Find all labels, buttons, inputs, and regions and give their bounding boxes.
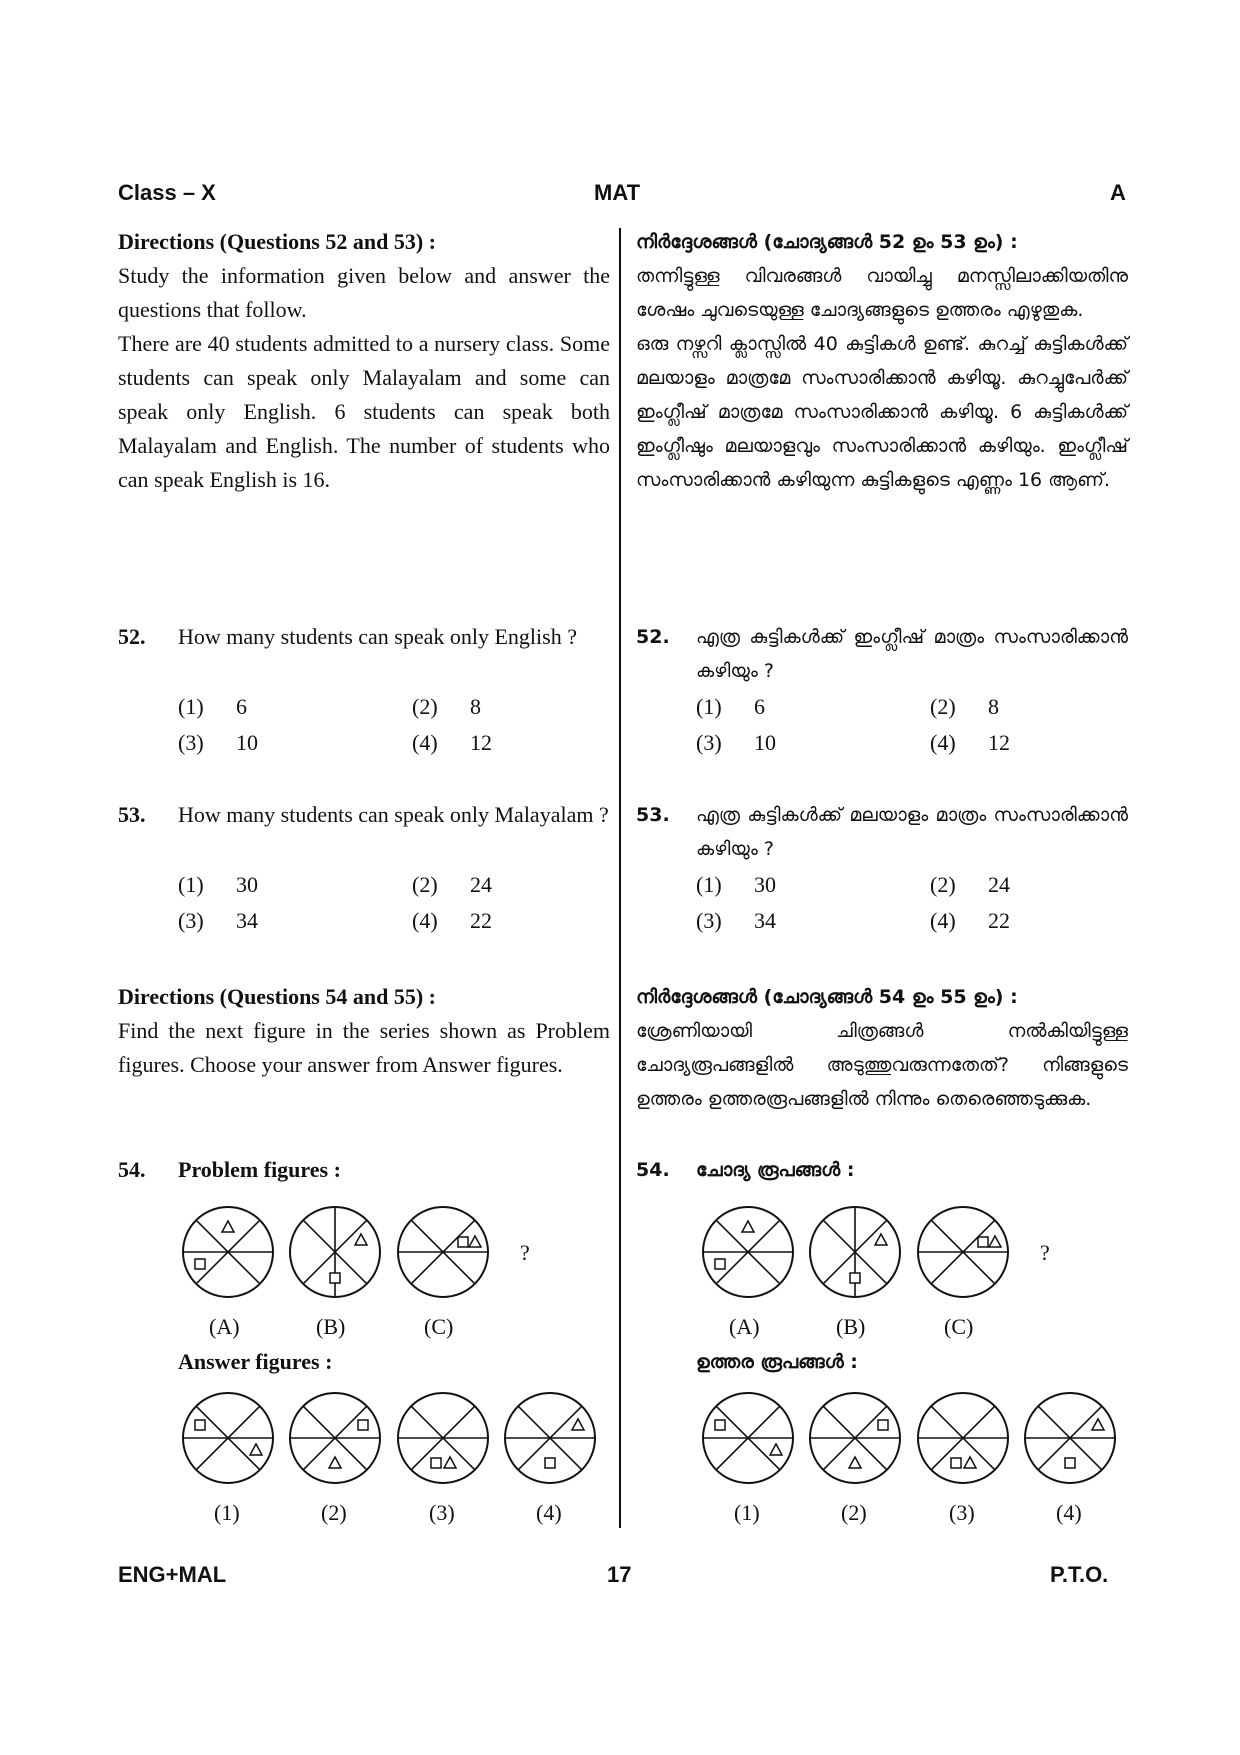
triangle-symbol: [875, 1234, 887, 1245]
square-symbol: [431, 1458, 441, 1468]
option-2[interactable]: (2) 8: [930, 694, 999, 719]
question-number: 53.: [636, 804, 670, 826]
option-4[interactable]: (4) 22: [930, 908, 1010, 933]
directions-title-54-55-ml: നിർദ്ദേശങ്ങൾ (ചോദ്യങ്ങൾ 54 ഉം 55 ഉം) :: [636, 986, 1018, 1008]
directions-title-52-53-ml: നിർദ്ദേശങ്ങൾ (ചോദ്യങ്ങൾ 52 ഉം 53 ഉം) :: [636, 231, 1018, 253]
answer-figures-label: Answer figures :: [178, 1349, 333, 1374]
question-number: 54.: [636, 1159, 670, 1181]
malayalam-problem-figure-0: [699, 1203, 797, 1301]
triangle-symbol: [222, 1221, 234, 1232]
question-number: 53.: [118, 802, 146, 827]
triangle-symbol: [964, 1457, 976, 1468]
malayalam-problem-figure-2: [914, 1203, 1012, 1301]
problem-figures-label: ചോദ്യ രൂപങ്ങൾ :: [696, 1159, 855, 1181]
malayalam-problem-figure-label: (B): [836, 1314, 866, 1339]
triangle-symbol: [1092, 1419, 1104, 1430]
triangle-symbol: [770, 1444, 782, 1455]
triangle-symbol: [989, 1236, 1001, 1247]
square-symbol: [358, 1420, 368, 1430]
square-symbol: [195, 1259, 205, 1269]
malayalam-problem-figure-label: (C): [944, 1314, 974, 1339]
square-symbol: [850, 1273, 860, 1283]
option-3[interactable]: (3) 10: [178, 730, 258, 755]
square-symbol: [195, 1420, 205, 1430]
triangle-symbol: [329, 1457, 341, 1468]
english-answer-figure-label: (3): [429, 1500, 455, 1525]
triangle-symbol: [444, 1457, 456, 1468]
malayalam-answer-figure-label: (2): [841, 1500, 867, 1525]
malayalam-answer-figure-label: (3): [949, 1500, 975, 1525]
square-symbol: [951, 1458, 961, 1468]
question-text: How many students can speak only Malayalam ?: [178, 802, 609, 827]
option-1[interactable]: (1) 30: [696, 872, 776, 897]
triangle-symbol: [849, 1457, 861, 1468]
option-2[interactable]: (2) 24: [412, 872, 492, 897]
directions-text-54-55: Find the next figure in the series shown as Problem figures. Choose your answer from Answer figures.: [118, 1018, 610, 1077]
directions-info-52-53-ml: ഒരു നഴ്സറി ക്ലാസ്സിൽ 40 കുട്ടികൾ ഉണ്ട്. കുറച്ച് കുട്ടികൾക്ക് മലയാളം മാത്രമേ സംസാരിക്കാൻ കഴിയൂ. കുറച്ചുപേർക്ക് ഇംഗ്ലീഷ് മാത്രമേ സംസാരിക്കാൻ കഴിയൂ. 6 കുട്ടികൾക്ക് ഇംഗ്ലീഷും മലയാളവും സംസാരിക്കാൻ കഴിയും. ഇംഗ്ലീഷ് സംസാരിക്കാൻ കഴിയുന്ന കുട്ടികളുടെ എണ്ണം 16 ആണ്.: [636, 333, 1128, 491]
malayalam-answer-figure-2: [914, 1389, 1012, 1487]
english-problem-figure-label: (B): [316, 1314, 346, 1339]
triangle-symbol: [469, 1236, 481, 1247]
english-answer-figure-label: (2): [321, 1500, 347, 1525]
option-2[interactable]: (2) 8: [412, 694, 481, 719]
directions-text-52-53-ml: തന്നിട്ടുള്ള വിവരങ്ങൾ വായിച്ചു മനസ്സിലാക്കിയതിനു ശേഷം ചുവടെയുള്ള ചോദ്യങ്ങളുടെ ഉത്തരം എഴുതുക.: [636, 265, 1128, 321]
english-answer-figure-3: [501, 1389, 599, 1487]
triangle-symbol: [355, 1234, 367, 1245]
triangle-symbol: [742, 1221, 754, 1232]
english-problem-figure-0: [179, 1203, 277, 1301]
malayalam-answer-figure-0: [699, 1389, 797, 1487]
directions-title-52-53: Directions (Questions 52 and 53) :: [118, 229, 436, 254]
english-problem-figure-1: [286, 1203, 384, 1301]
malayalam-answer-figure-label: (4): [1056, 1500, 1082, 1525]
malayalam-answer-figure-3: [1021, 1389, 1119, 1487]
malayalam-question-mark: ?: [1040, 1240, 1050, 1265]
malayalam-answer-figure-label: (1): [734, 1500, 760, 1525]
square-symbol: [715, 1420, 725, 1430]
triangle-symbol: [250, 1444, 262, 1455]
english-problem-figure-2: [394, 1203, 492, 1301]
question-number: 54.: [118, 1157, 146, 1182]
option-2[interactable]: (2) 24: [930, 872, 1010, 897]
square-symbol: [330, 1273, 340, 1283]
header-subject: MAT: [594, 180, 641, 205]
directions-text-52-53: Study the information given below and answer the questions that follow.: [118, 263, 610, 322]
question-text: How many students can speak only English ?: [178, 624, 577, 649]
question-text: എത്ര കുട്ടികൾക്ക് മലയാളം മാത്രം സംസാരിക്കാൻ കഴിയും ?: [696, 804, 1128, 860]
option-1[interactable]: (1) 30: [178, 872, 258, 897]
header-series: A: [1110, 180, 1126, 205]
english-problem-figure-label: (A): [209, 1314, 240, 1339]
footer-pto: P.T.O.: [1050, 1562, 1109, 1587]
column-divider: [619, 228, 621, 1528]
answer-figures-label: ഉത്തര രൂപങ്ങൾ :: [696, 1351, 858, 1373]
english-problem-figure-label: (C): [424, 1314, 454, 1339]
option-4[interactable]: (4) 12: [930, 730, 1010, 755]
option-4[interactable]: (4) 12: [412, 730, 492, 755]
question-number: 52.: [636, 626, 670, 648]
square-symbol: [1065, 1458, 1075, 1468]
malayalam-problem-figure-label: (A): [729, 1314, 760, 1339]
square-symbol: [715, 1259, 725, 1269]
option-3[interactable]: (3) 10: [696, 730, 776, 755]
footer-language: ENG+MAL: [118, 1562, 227, 1587]
option-4[interactable]: (4) 22: [412, 908, 492, 933]
option-1[interactable]: (1) 6: [178, 694, 247, 719]
triangle-symbol: [572, 1419, 584, 1430]
option-3[interactable]: (3) 34: [696, 908, 776, 933]
directions-info-52-53: There are 40 students admitted to a nursery class. Some students can speak only Malayalam and some can speak only English. 6 students can speak both Malayalam and English. The number of students who can speak English is 16.: [118, 331, 610, 492]
directions-text-54-55-ml: ശ്രേണിയായി ചിത്രങ്ങൾ നൽകിയിട്ടുള്ള ചോദ്യരൂപങ്ങളിൽ അടുത്തുവരുന്നതേത്? നിങ്ങളുടെ ഉത്തരം ഉത്തരരൂപങ്ങളിൽ നിന്നും തെരെഞ്ഞടുക്കുക.: [636, 1020, 1128, 1110]
english-answer-figure-0: [179, 1389, 277, 1487]
square-symbol: [545, 1458, 555, 1468]
question-number: 52.: [118, 624, 146, 649]
square-symbol: [878, 1420, 888, 1430]
question-text: എത്ര കുട്ടികൾക്ക് ഇംഗ്ലീഷ് മാത്രം സംസാരിക്കാൻ കഴിയും ?: [696, 626, 1128, 682]
english-answer-figure-label: (4): [536, 1500, 562, 1525]
header-class: Class – X: [118, 180, 216, 205]
malayalam-answer-figure-1: [806, 1389, 904, 1487]
english-answer-figure-label: (1): [214, 1500, 240, 1525]
page-number: 17: [607, 1562, 632, 1587]
english-answer-figure-2: [394, 1389, 492, 1487]
english-answer-figure-1: [286, 1389, 384, 1487]
problem-figures-label: Problem figures :: [178, 1157, 341, 1182]
directions-title-54-55: Directions (Questions 54 and 55) :: [118, 984, 436, 1009]
square-symbol: [458, 1237, 468, 1247]
option-1[interactable]: (1) 6: [696, 694, 765, 719]
option-3[interactable]: (3) 34: [178, 908, 258, 933]
square-symbol: [978, 1237, 988, 1247]
english-question-mark: ?: [520, 1240, 530, 1265]
malayalam-problem-figure-1: [806, 1203, 904, 1301]
